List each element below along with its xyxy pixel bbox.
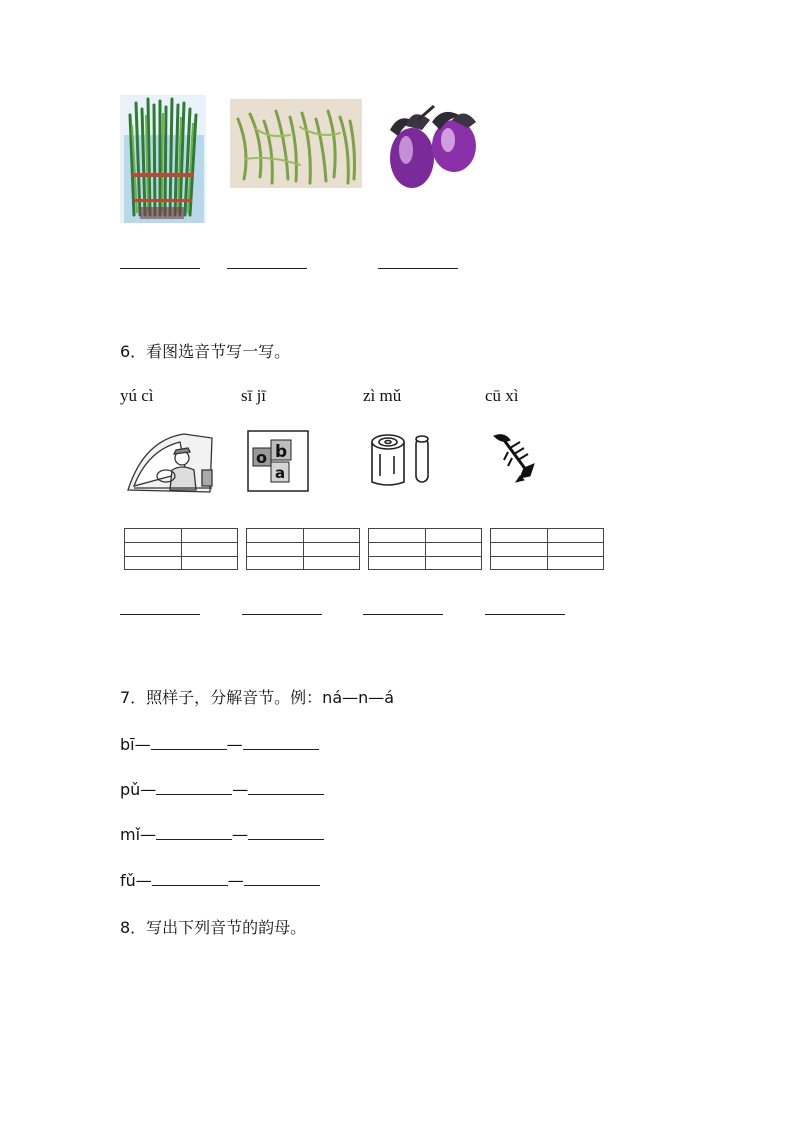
writing-grid[interactable] <box>490 528 604 570</box>
driver-image <box>124 430 216 500</box>
svg-text:o: o <box>256 448 267 467</box>
answer-blank[interactable] <box>378 268 458 269</box>
answer-blank[interactable] <box>363 614 443 615</box>
fishbone-image <box>490 430 538 484</box>
final-blank[interactable] <box>248 825 324 840</box>
writing-grid[interactable] <box>124 528 238 570</box>
question-6-title: 6．看图选音节写一写。 <box>120 342 291 361</box>
question-7-title: 7．照样子，分解音节。例：ná—n—á <box>120 688 395 707</box>
green-beans-image <box>230 99 362 188</box>
final-blank[interactable] <box>243 735 319 750</box>
writing-grid[interactable] <box>368 528 482 570</box>
answer-blank[interactable] <box>242 614 322 615</box>
eggplant-image <box>378 100 480 192</box>
decompose-row <box>120 780 324 799</box>
initial-blank[interactable] <box>156 825 232 840</box>
row-syllable: mǐ— <box>120 825 157 844</box>
answer-blank[interactable] <box>120 268 200 269</box>
writing-grid[interactable] <box>246 528 360 570</box>
syllable-option: sī jī <box>241 386 267 405</box>
final-blank[interactable] <box>248 780 324 795</box>
letter-blocks-image <box>247 430 309 492</box>
separator: — <box>232 780 249 799</box>
row-syllable: bī— <box>120 735 151 754</box>
initial-blank[interactable] <box>156 780 232 795</box>
separator: — <box>226 735 243 754</box>
separator: — <box>232 825 249 844</box>
decompose-row <box>120 825 324 844</box>
wood-log-image <box>368 432 438 488</box>
decompose-row <box>120 735 319 754</box>
initial-blank[interactable] <box>152 871 228 886</box>
decompose-row <box>120 871 320 890</box>
row-syllable: pǔ— <box>120 780 157 799</box>
chives-image <box>120 95 206 223</box>
question-8-title: 8．写出下列音节的韵母。 <box>120 918 307 937</box>
separator: — <box>227 871 244 890</box>
answer-blank[interactable] <box>120 614 200 615</box>
syllable-option: yú cì <box>120 386 154 405</box>
svg-text:a: a <box>275 464 286 482</box>
final-blank[interactable] <box>244 871 320 886</box>
initial-blank[interactable] <box>151 735 227 750</box>
svg-text:b: b <box>275 442 288 462</box>
syllable-option: zì mǔ <box>363 386 402 405</box>
answer-blank[interactable] <box>485 614 565 615</box>
answer-blank[interactable] <box>227 268 307 269</box>
syllable-option: cū xì <box>485 386 519 405</box>
row-syllable: fǔ— <box>120 871 152 890</box>
